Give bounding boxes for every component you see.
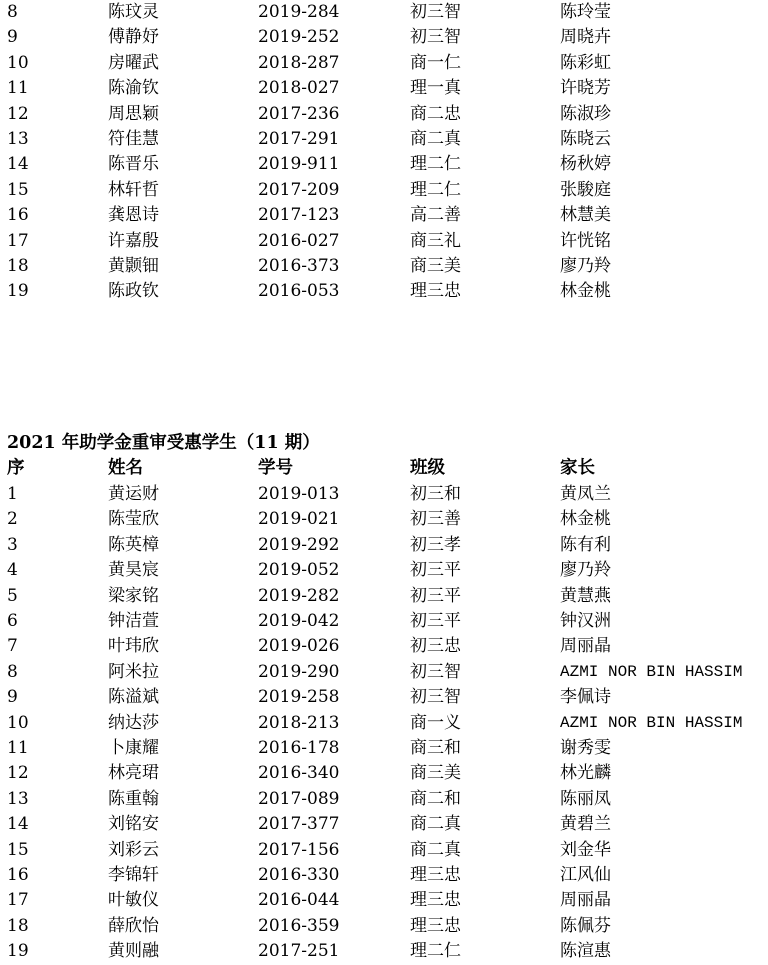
student-name: 黄则融 <box>108 941 159 962</box>
class-name: 初三平 <box>410 560 461 581</box>
student-name: 陈玟灵 <box>108 2 159 22</box>
row-index: 17 <box>7 890 29 911</box>
student-id: 2017-251 <box>258 941 340 962</box>
class-name: 初三智 <box>410 661 461 682</box>
table-row <box>0 279 768 304</box>
row-index: 6 <box>7 611 18 631</box>
student-id: 2016-373 <box>258 256 340 276</box>
parent-name: 陈晓云 <box>560 129 611 149</box>
row-index: 10 <box>7 52 29 73</box>
row-index: 15 <box>7 839 29 860</box>
student-name: 龚恩诗 <box>108 205 159 226</box>
class-name: 商三和 <box>410 738 461 758</box>
class-name: 理二仁 <box>410 179 461 200</box>
table-row <box>0 584 768 609</box>
table-row <box>0 51 768 76</box>
student-id: 2019-258 <box>258 687 340 708</box>
table-row <box>0 152 768 177</box>
student-id: 2019-284 <box>258 2 340 22</box>
row-index: 18 <box>7 915 29 936</box>
student-id: 2016-178 <box>258 738 340 758</box>
row-index: 9 <box>7 687 18 708</box>
class-name: 商三美 <box>410 256 461 276</box>
student-id: 2019-052 <box>258 560 340 581</box>
student-id: 2018-287 <box>258 52 340 73</box>
table-row <box>0 634 768 659</box>
table-row <box>0 685 768 710</box>
student-name: 林轩哲 <box>108 179 159 200</box>
row-index: 8 <box>7 661 18 682</box>
student-id: 2018-027 <box>258 78 340 99</box>
parent-name: 李佩诗 <box>560 687 611 708</box>
student-id: 2019-252 <box>258 27 340 48</box>
parent-name: 周晓卉 <box>560 27 611 48</box>
table-row <box>0 736 768 761</box>
row-index: 14 <box>7 154 29 175</box>
student-name: 许嘉殷 <box>108 230 159 251</box>
parent-name: AZMI NOR BIN HASSIM <box>560 713 743 732</box>
parent-name: 黄慧燕 <box>560 585 611 606</box>
student-name: 薛欣怡 <box>108 915 159 936</box>
parent-name: 周丽晶 <box>560 636 611 657</box>
student-name: 叶玮欣 <box>108 636 159 657</box>
table-row <box>0 787 768 812</box>
parent-name: 陈佩芬 <box>560 915 611 936</box>
class-name: 初三平 <box>410 611 461 631</box>
header-name: 姓名 <box>108 458 143 478</box>
table-row <box>0 229 768 254</box>
student-name: 陈晋乐 <box>108 154 159 175</box>
student-id: 2019-911 <box>258 154 340 175</box>
parent-name: AZMI NOR BIN HASSIM <box>560 662 743 681</box>
student-id: 2017-156 <box>258 839 340 860</box>
row-index: 19 <box>7 941 29 962</box>
table-row <box>0 127 768 152</box>
class-name: 商二和 <box>410 788 461 809</box>
class-name: 理三忠 <box>410 865 461 885</box>
table-row <box>0 482 768 507</box>
table-row <box>0 203 768 228</box>
row-index: 15 <box>7 179 29 200</box>
table-row <box>0 507 768 532</box>
student-name: 陈重翰 <box>108 788 159 809</box>
class-name: 初三善 <box>410 509 461 530</box>
class-name: 商三美 <box>410 763 461 784</box>
row-index: 7 <box>7 636 18 657</box>
row-index: 5 <box>7 585 18 606</box>
table-row <box>0 939 768 964</box>
student-name: 梁家铭 <box>108 585 159 606</box>
student-id: 2016-359 <box>258 915 340 936</box>
student-id: 2017-377 <box>258 814 340 835</box>
student-name: 刘彩云 <box>108 839 159 860</box>
table-row <box>0 812 768 837</box>
parent-name: 陈玲莹 <box>560 2 611 22</box>
parent-name: 钟汉洲 <box>560 611 611 631</box>
class-name: 理一真 <box>410 78 461 99</box>
table-row <box>0 609 768 634</box>
class-name: 理三忠 <box>410 915 461 936</box>
student-name: 陈渝钦 <box>108 78 159 99</box>
section-title: 2021 年助学金重审受惠学生（11 期） <box>7 433 320 453</box>
table-row <box>0 533 768 558</box>
parent-name: 陈丽凤 <box>560 788 611 809</box>
student-name: 卜康耀 <box>108 738 159 758</box>
class-name: 商二真 <box>410 129 461 149</box>
student-id: 2017-123 <box>258 205 340 226</box>
student-name: 房曜武 <box>108 52 159 73</box>
student-id: 2019-026 <box>258 636 340 657</box>
parent-name: 周丽晶 <box>560 890 611 911</box>
class-name: 初三忠 <box>410 636 461 657</box>
class-name: 理二仁 <box>410 154 461 175</box>
header-class: 班级 <box>410 458 445 478</box>
student-name: 傅静妤 <box>108 27 159 48</box>
row-index: 11 <box>7 738 29 758</box>
row-index: 14 <box>7 814 29 835</box>
student-id: 2016-027 <box>258 230 340 251</box>
table-row <box>0 254 768 279</box>
row-index: 12 <box>7 763 29 784</box>
table-row <box>0 76 768 101</box>
parent-name: 林金桃 <box>560 509 611 530</box>
table-row <box>0 863 768 888</box>
class-name: 初三智 <box>410 27 461 48</box>
header-index: 序 <box>7 458 25 478</box>
row-index: 8 <box>7 2 18 22</box>
table-row <box>0 761 768 786</box>
table-row <box>0 914 768 939</box>
student-name: 陈英樟 <box>108 534 159 555</box>
parent-name: 陈彩虹 <box>560 52 611 73</box>
row-index: 3 <box>7 534 18 555</box>
student-name: 刘铭安 <box>108 814 159 835</box>
class-name: 初三和 <box>410 484 461 504</box>
parent-name: 林光麟 <box>560 763 611 784</box>
student-id: 2017-291 <box>258 129 340 149</box>
parent-name: 杨秋婷 <box>560 154 611 175</box>
student-name: 陈莹欣 <box>108 509 159 530</box>
row-index: 13 <box>7 129 29 149</box>
parent-name: 陈渲惠 <box>560 941 611 962</box>
class-name: 初三智 <box>410 687 461 708</box>
student-name: 黄昊宸 <box>108 560 159 581</box>
student-name: 钟洁萱 <box>108 611 159 631</box>
parent-name: 陈有利 <box>560 534 611 555</box>
class-name: 理三忠 <box>410 890 461 911</box>
class-name: 商二真 <box>410 839 461 860</box>
row-index: 16 <box>7 865 29 885</box>
row-index: 17 <box>7 230 29 251</box>
table-row <box>0 178 768 203</box>
student-id: 2018-213 <box>258 712 340 733</box>
header-parent: 家长 <box>560 458 595 478</box>
student-name: 林亮珺 <box>108 763 159 784</box>
parent-name: 谢秀雯 <box>560 738 611 758</box>
parent-name: 张駿庭 <box>560 179 611 200</box>
student-id: 2017-089 <box>258 788 340 809</box>
header-student-id: 学号 <box>258 458 293 478</box>
table-row <box>0 838 768 863</box>
class-name: 商三礼 <box>410 230 461 251</box>
parent-name: 刘金华 <box>560 839 611 860</box>
class-name: 初三孝 <box>410 534 461 555</box>
table-row <box>0 660 768 685</box>
parent-name: 黄凤兰 <box>560 484 611 504</box>
row-index: 4 <box>7 560 18 581</box>
class-name: 商一义 <box>410 712 461 733</box>
parent-name: 许晓芳 <box>560 78 611 99</box>
student-name: 周思颖 <box>108 103 159 124</box>
class-name: 商一仁 <box>410 52 461 73</box>
parent-name: 黄碧兰 <box>560 814 611 835</box>
student-id: 2019-282 <box>258 585 340 606</box>
class-name: 初三智 <box>410 2 461 22</box>
student-id: 2017-209 <box>258 179 340 200</box>
student-id: 2016-330 <box>258 865 340 885</box>
student-name: 符佳慧 <box>108 129 159 149</box>
row-index: 9 <box>7 27 18 48</box>
parent-name: 林慧美 <box>560 205 611 226</box>
student-name: 纳达莎 <box>108 712 159 733</box>
row-index: 1 <box>7 484 18 504</box>
class-name: 商二忠 <box>410 103 461 124</box>
parent-name: 林金桃 <box>560 281 611 302</box>
table-row <box>0 558 768 583</box>
parent-name: 廖乃羚 <box>560 560 611 581</box>
table-row <box>0 711 768 736</box>
parent-name: 陈淑珍 <box>560 103 611 124</box>
row-index: 19 <box>7 281 29 302</box>
row-index: 16 <box>7 205 29 226</box>
class-name: 高二善 <box>410 205 461 226</box>
student-id: 2016-044 <box>258 890 340 911</box>
class-name: 理二仁 <box>410 941 461 962</box>
student-name: 李锦轩 <box>108 865 159 885</box>
student-id: 2019-292 <box>258 534 340 555</box>
class-name: 初三平 <box>410 585 461 606</box>
row-index: 13 <box>7 788 29 809</box>
table-row <box>0 888 768 913</box>
row-index: 12 <box>7 103 29 124</box>
parent-name: 廖乃羚 <box>560 256 611 276</box>
row-index: 10 <box>7 712 29 733</box>
row-index: 11 <box>7 78 29 99</box>
student-id: 2019-021 <box>258 509 340 530</box>
class-name: 理三忠 <box>410 281 461 302</box>
student-id: 2019-042 <box>258 611 340 631</box>
student-id: 2016-053 <box>258 281 340 302</box>
student-name: 陈溢斌 <box>108 687 159 708</box>
class-name: 商二真 <box>410 814 461 835</box>
table-header-row <box>0 456 768 481</box>
table-row <box>0 0 768 25</box>
student-id: 2017-236 <box>258 103 340 124</box>
parent-name: 许恍铭 <box>560 230 611 251</box>
parent-name: 江风仙 <box>560 865 611 885</box>
student-name: 阿米拉 <box>108 661 159 682</box>
student-name: 黄颢钿 <box>108 256 159 276</box>
student-name: 叶敏仪 <box>108 890 159 911</box>
row-index: 2 <box>7 509 18 530</box>
student-id: 2019-013 <box>258 484 340 504</box>
table-row <box>0 102 768 127</box>
student-name: 黄运财 <box>108 484 159 504</box>
student-name: 陈政钦 <box>108 281 159 302</box>
student-id: 2016-340 <box>258 763 340 784</box>
row-index: 18 <box>7 256 29 276</box>
table-row <box>0 25 768 50</box>
student-id: 2019-290 <box>258 661 340 682</box>
